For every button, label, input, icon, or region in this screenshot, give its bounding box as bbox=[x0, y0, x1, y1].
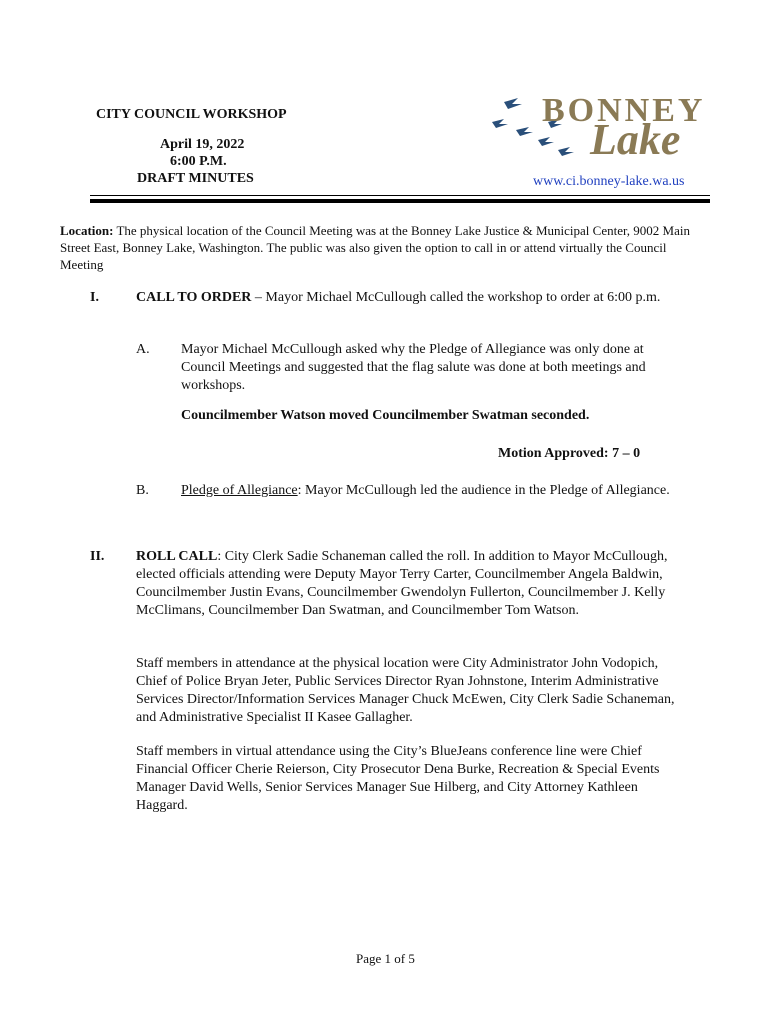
staff-physical-paragraph: Staff members in attendance at the physical location were City Administrator John Vodopich, Chief of Police Bryan Jeter, Public Services Director Ryan Johnstone, Interim Administrative Services Director/Information Services Manager Chuck McEwen, City Clerk Sadie Schaneman, and Administrative Specialist II Kasee Gallagher. bbox=[136, 656, 675, 725]
item-letter: A. bbox=[136, 342, 150, 357]
header-rule-thin bbox=[90, 195, 710, 196]
minutes-status: DRAFT MINUTES bbox=[137, 171, 254, 186]
section-call-to-order bbox=[136, 289, 676, 307]
section-text: – Mayor Michael McCullough called the workshop to order at 6:00 p.m. bbox=[251, 290, 661, 305]
motion-result: Motion Approved: 7 – 0 bbox=[498, 446, 641, 461]
meeting-date: April 19, 2022 bbox=[160, 137, 245, 152]
section-roll-call bbox=[136, 548, 676, 620]
item-b-text bbox=[181, 482, 681, 500]
header-rule-thick bbox=[90, 199, 710, 203]
item-b-body: : Mayor McCullough led the audience in the Pledge of Allegiance. bbox=[297, 483, 670, 498]
logo-word-lake: Lake bbox=[590, 115, 681, 164]
meeting-time: 6:00 P.M. bbox=[170, 154, 227, 169]
item-b-title: Pledge of Allegiance bbox=[181, 483, 298, 498]
item-letter: B. bbox=[136, 483, 149, 498]
motion-text: Councilmember Watson moved Councilmember Swatman seconded. bbox=[181, 408, 590, 423]
section-numeral: I. bbox=[90, 290, 99, 305]
location-label: Location: bbox=[60, 223, 114, 238]
section-title: CALL TO ORDER bbox=[136, 290, 252, 305]
section-title: ROLL CALL bbox=[136, 549, 218, 564]
location-paragraph bbox=[60, 222, 690, 273]
staff-virtual-paragraph: Staff members in virtual attendance using the City’s BlueJeans conference line were Chief Financial Officer Cherie Reierson, City Prosecutor Dena Burke, Recreation & Special Events Manager David Wells, Senior Services Manager Sue Hilberg, and City Attorney Kathleen Haggard. bbox=[136, 744, 660, 813]
section-numeral: II. bbox=[90, 549, 105, 564]
logo-word-bonney: BONNEY bbox=[542, 92, 706, 129]
city-website-link[interactable]: www.ci.bonney-lake.wa.us bbox=[533, 174, 685, 189]
document-title: CITY COUNCIL WORKSHOP bbox=[96, 107, 287, 122]
location-text: The physical location of the Council Meeting was at the Bonney Lake Justice & Municipal Center, 9002 Main Street East, Bonney Lake, Washington. The public was also given the option to call in or attend virtually the Council Meeting bbox=[60, 223, 690, 272]
item-a-text: Mayor Michael McCullough asked why the Pledge of Allegiance was only done at Council Meetings and suggested that the flag salute was done at both meetings and workshops. bbox=[181, 342, 646, 393]
section-text: : City Clerk Sadie Schaneman called the roll. In addition to Mayor McCullough, elected officials attending were Deputy Mayor Terry Carter, Councilmember Angela Baldwin, Councilmember Justin Evans, Councilmember Gwendolyn Fullerton, Councilmember J. Kelly McClimans, Councilmember Dan Swatman, and Councilmember Tom Watson. bbox=[136, 549, 668, 618]
city-logo bbox=[486, 92, 706, 164]
page-number: Page 1 of 5 bbox=[356, 951, 415, 966]
